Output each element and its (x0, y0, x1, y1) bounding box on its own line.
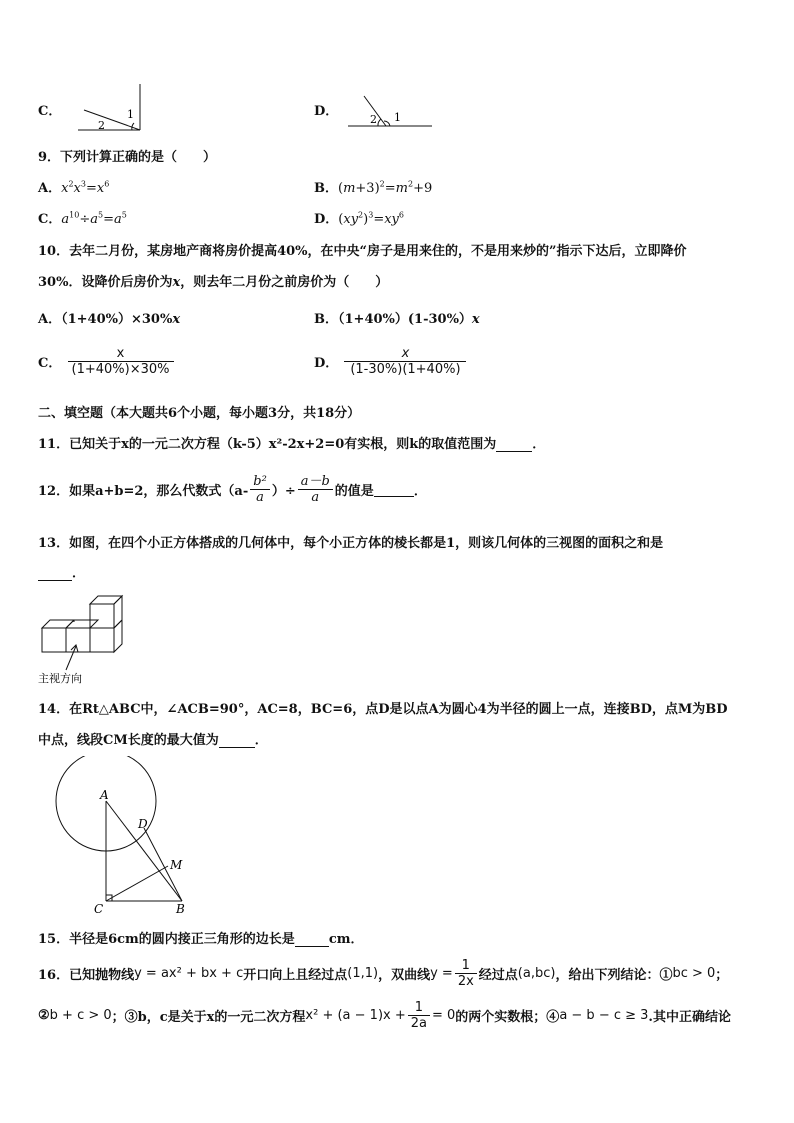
q14-label-m: M (170, 858, 183, 872)
q9-option-b: B．$(m+3)^2=m^2+9$ (314, 179, 433, 196)
q9-stem: 9．下列计算正确的是（ ） (38, 150, 217, 165)
cube-1-top (42, 620, 74, 628)
cube-3-front (90, 628, 114, 652)
q10-c-fraction: $\frac{x}{(1+40\%)\times 30\%}$ (68, 346, 174, 377)
q14-answer-blank (219, 733, 255, 748)
q14-line2: 中点，线段CM长度的最大值为 ． (38, 733, 268, 748)
cube-2-top (66, 620, 98, 628)
q13-text: 13．如图，在四个小正方体搭成的几何体中，每个小正方体的棱长都是1，则该几何体的三视图的面积之和是 (38, 536, 664, 551)
q14-figure (50, 756, 190, 918)
q15-answer-blank (295, 932, 329, 947)
cube-1-front (42, 628, 66, 652)
cube-4-side (114, 596, 122, 628)
q12-answer-blank (374, 482, 414, 497)
q11-answer-blank (496, 437, 532, 452)
q13-figure-label: 主视方向 (38, 672, 82, 685)
q9-option-d: D．$(xy^2)^3=xy^6$ (314, 210, 404, 227)
q10-option-b: B．（1+40%）(1-30%）x (314, 312, 480, 327)
q13-figure (36, 592, 132, 688)
q8-c-angle1: 1 (127, 108, 134, 121)
q15-text: 15．半径是6cm的圆内接正三角形的边长是 cm． (38, 932, 364, 947)
q16-line2: ②b + c > 0；③b，c是关于x的一元二次方程x² + (a − 1)x + $\frac{1}{2a}$ = 0的两个实数根；④a − b − c ≥ 3.其中正确结论 (38, 1000, 731, 1031)
cube-3-side (114, 620, 122, 652)
q10-stem-line2: 30%．设降价后房价为x，则去年二月份之前房价为（ ） (38, 275, 389, 290)
q8-d-label: D． (314, 104, 339, 119)
q8-c-angle2: 2 (98, 119, 105, 132)
section2-title: 二、填空题（本大题共6个小题，每小题3分，共18分） (38, 406, 361, 421)
q10-option-c: C． $\frac{x}{(1+40\%)\times 30\%}$ (38, 346, 176, 377)
q8-d-figure (344, 92, 436, 132)
q10-stem-line1: 10．去年二月份，某房地产商将房价提高40%，在中央“房子是用来住的，不是用来炒的”指示下达后，立即降价 (38, 244, 687, 259)
q16-line1: 16．已知抛物线y = ax² + bx + c开口向上且经过点(1,1)，双曲线y = $\frac{1}{2x}$ 经过点(a,bc)，给出下列结论：①bc > 0； (38, 958, 729, 989)
q14-label-a: A (100, 788, 109, 802)
q10-option-d: D． $\frac{x}{(1-30\%)(1+40\%)}$ (314, 346, 468, 377)
cube-2-front (66, 628, 90, 652)
q13-cubes (42, 596, 122, 670)
q14-label-b: B (176, 902, 185, 916)
q8-c-arc (132, 123, 134, 130)
q8-d-angle1: 1 (394, 111, 401, 124)
q14-label-c: C (94, 902, 104, 916)
q8-d-arc-left (378, 119, 381, 126)
q8-c-label: C． (38, 104, 62, 119)
q14-line1: 14．在Rt△ABC中，∠ACB=90°，AC=8，BC=6，点D是以点A为圆心4为半径的圆上一点，连接BD，点M为BD (38, 702, 728, 717)
q8-d-angle2: 2 (370, 113, 377, 126)
q11-text: 11．已知关于x的一元二次方程（k-5）x²-2x+2=0有实根，则k的取值范围为 ． (38, 437, 546, 452)
q10-d-fraction: $\frac{x}{(1-30\%)(1+40\%)}$ (344, 346, 466, 377)
q13-answer-blank (38, 566, 72, 581)
q8-c-figure (74, 82, 146, 134)
q14-label-d: D (138, 817, 148, 831)
cube-4-top (90, 596, 122, 604)
q9-option-a: A．$x^2x^3=x^6$ (38, 179, 110, 196)
q9-option-c: C．$a^{10}\div a^5=a^5$ (38, 210, 127, 227)
q14-segment-cm (106, 866, 168, 901)
q12-text: 12．如果a+b=2，那么代数式（a- $\frac{\text{b²}}{a}$ ）÷ $\frac{a-b}{a}$ 的值是 ． (38, 474, 427, 505)
q10-option-a: A．（1+40%）×30%x (38, 312, 181, 327)
q13-blank-line: ． (38, 562, 85, 581)
q14-segment-ab (106, 801, 182, 901)
